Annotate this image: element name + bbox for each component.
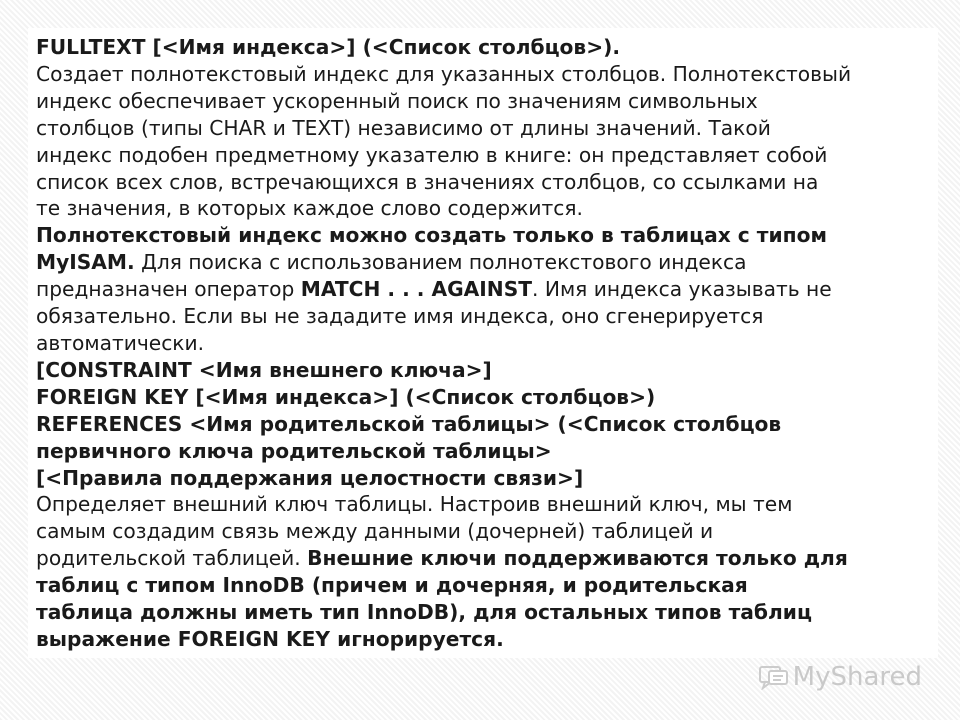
text-segment: FULLTEXT [<Имя индекса>] (<Список столбцов>). [36,35,621,59]
text-line [36,545,936,572]
text-segment: Полнотекстовый индекс можно создать только в таблицах с типом [36,223,827,248]
text-segment: обязательно. Если вы не зададите имя индекса, оно сгенерируется [36,304,764,329]
text-segment: автоматически. [36,330,205,355]
text-line [36,572,936,599]
text-segment: таблиц с типом InnoDB (причем и дочерняя, и родительская [36,573,748,598]
text-line [36,438,936,465]
watermark-brand: MyShared [792,662,922,692]
text-segment: предназначен оператор [36,277,301,302]
text-line [36,34,936,61]
text-line [36,599,936,626]
text-body [36,34,936,653]
text-line [36,491,936,518]
text-segment: FOREIGN KEY [<Имя индекса>] (<Список столбцов>) [36,384,656,409]
text-segment: MATCH . . . AGAINST [300,277,533,302]
text-segment: те значения, в которых каждое слово содержится. [36,196,583,221]
text-segment: родительской таблицей. [36,546,308,571]
text-segment: столбцов (типы CHAR и TEXT) независимо от длины значений. Такой [36,115,771,140]
text-line [36,465,936,492]
text-line [36,195,936,222]
myshared-logo-icon [759,664,789,690]
text-line [36,222,936,249]
slide-content [28,28,938,658]
text-segment: [<Правила поддержания целостности связи>] [36,465,584,490]
text-segment: Создает полнотекстовый индекс для указанных столбцов. Полнотекстовый [36,61,852,86]
text-segment: [CONSTRAINT <Имя внешнего ключа>] [36,357,492,382]
text-line [36,518,936,545]
text-line [36,249,936,276]
text-line [36,169,936,196]
text-segment: Для поиска с использованием полнотекстового индекса [134,250,747,275]
text-line [36,61,936,88]
text-line [36,142,936,169]
text-segment: индекс обеспечивает ускоренный поиск по значениям символьных [36,88,758,113]
text-line [36,411,936,438]
text-segment: MyISAM. [36,250,135,275]
watermark [759,662,922,692]
text-line [36,303,936,330]
text-segment: таблица должны иметь тип InnoDB), для остальных типов таблиц [36,600,812,625]
text-line [36,115,936,142]
text-segment: выражение FOREIGN KEY игнорируется. [36,626,504,651]
text-segment: REFERENCES <Имя родительской таблицы> (<Список столбцов [36,411,782,436]
text-line [36,357,936,384]
text-line [36,384,936,411]
text-line [36,330,936,357]
text-line [36,276,936,303]
text-segment: первичного ключа родительской таблицы> [36,438,552,463]
text-segment: самым создадим связь между данными (дочерней) таблицей и [36,519,714,544]
text-line [36,88,936,115]
text-segment: Определяет внешний ключ таблицы. Настроив внешний ключ, мы тем [36,492,793,517]
text-segment: Внешние ключи поддерживаются только для [307,546,848,571]
text-segment: индекс подобен предметному указателю в книге: он представляет собой [36,142,828,167]
text-segment: список всех слов, встречающихся в значениях столбцов, со ссылками на [36,169,819,194]
text-segment: . Имя индекса указывать не [532,277,832,302]
text-line [36,626,936,653]
